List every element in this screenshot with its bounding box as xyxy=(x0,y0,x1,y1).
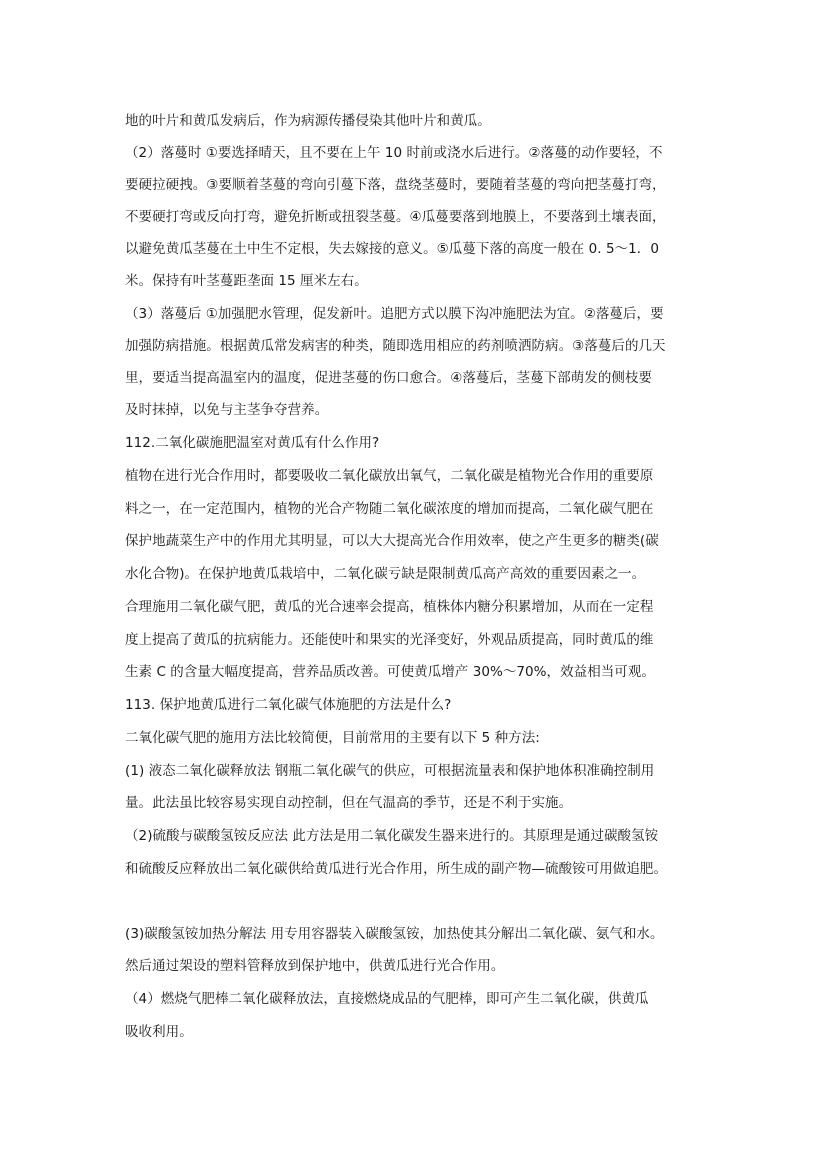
text-line: 米。保持有叶茎蔓距垄面 15 厘米左右。 xyxy=(125,273,368,289)
text-line: 吸收利用。 xyxy=(125,1024,193,1040)
text-line: (1) 液态二氧化碳释放法 钢瓶二氧化碳气的供应，可根据流量表和保护地体积准确控制用 xyxy=(125,763,655,779)
text-line: 植物在进行光合作用时，都要吸收二氧化碳放出氧气，二氧化碳是植物光合作用的重要原 xyxy=(125,468,654,484)
text-line: (3)碳酸氢铵加热分解法 用专用容器装入碳酸氢铵，加热使其分解出二氧化碳、氨气和水。 xyxy=(125,926,664,942)
text-line: 以避免黄瓜茎蔓在土中生不定根，失去嫁接的意义。⑤瓜蔓下落的高度一般在 0. 5～1．0 xyxy=(125,241,659,257)
text-line: 要硬拉硬拽。③要顺着茎蔓的弯向引蔓下落，盘绕茎蔓时，要随着茎蔓的弯向把茎蔓打弯， xyxy=(125,177,666,193)
text-line: 水化合物)。在保护地黄瓜栽培中，二氧化碳亏缺是限制黄瓜高产高效的重要因素之一。 xyxy=(125,566,646,582)
text-line: 度上提高了黄瓜的抗病能力。还能使叶和果实的光泽变好，外观品质提高，同时黄瓜的维 xyxy=(125,632,654,648)
text-line: 量。此法虽比较容易实现自动控制，但在气温高的季节，还是不利于实施。 xyxy=(125,795,573,811)
text-line: 保护地蔬菜生产中的作用尤其明显，可以大大提高光合作用效率，使之产生更多的糖类(碳 xyxy=(125,533,659,549)
text-line: 料之一，在一定范围内，植物的光合产物随二氧化碳浓度的增加而提高，二氧化碳气肥在 xyxy=(125,501,654,517)
text-line: 及时抹掉，以免与主茎争夺营养。 xyxy=(125,402,329,418)
section-heading: 113. 保护地黄瓜进行二氧化碳气体施肥的方法是什么? xyxy=(125,697,452,713)
text-line: 合理施用二氧化碳气肥，黄瓜的光合速率会提高，植株体内糖分积累增加，从而在一定程 xyxy=(125,599,654,615)
text-line: （2）落蔓时 ①要选择晴天，且不要在上午 10 时前或浇水后进行。②落蔓的动作要轻，不 xyxy=(125,145,663,161)
section-heading: 112.二氧化碳施肥温室对黄瓜有什么作用? xyxy=(125,435,380,451)
text-line: （2)硫酸与碳酸氢铵反应法 此方法是用二氧化碳发生器来进行的。其原理是通过碳酸氢铵 xyxy=(125,828,659,844)
text-line: 二氧化碳气肥的施用方法比较简便，目前常用的主要有以下 5 种方法: xyxy=(125,730,540,746)
text-line: 加强防病措施。根据黄瓜常发病害的种类，随即选用相应的药剂喷洒防病。③落蔓后的几天 xyxy=(125,338,666,354)
text-line: 地的叶片和黄瓜发病后，作为病源传播侵染其他叶片和黄瓜。 xyxy=(125,113,491,129)
text-line: 生素 C 的含量大幅度提高，营养品质改善。可使黄瓜增产 30%～70%，效益相当可观。 xyxy=(125,664,655,680)
text-line: （4）燃烧气肥棒二氧化碳释放法，直接燃烧成品的气肥棒，即可产生二氧化碳，供黄瓜 xyxy=(125,991,649,1007)
text-line: 然后通过架设的塑料管释放到保护地中，供黄瓜进行光合作用。 xyxy=(125,958,505,974)
text-line: （3）落蔓后 ①加强肥水管理，促发新叶。追肥方式以膜下沟冲施肥法为宜。②落蔓后，要 xyxy=(125,306,664,322)
text-line: 和硫酸反应释放出二氧化碳供给黄瓜进行光合作用，所生成的副产物—硫酸铵可用做追肥。 xyxy=(125,861,667,877)
text-line: 不要硬打弯或反向打弯，避免折断或扭裂茎蔓。④瓜蔓要落到地膜上，不要落到土壤表面， xyxy=(125,209,666,225)
text-line: 里，要适当提高温室内的温度，促进茎蔓的伤口愈合。④落蔓后，茎蔓下部萌发的侧枝要 xyxy=(125,370,653,386)
